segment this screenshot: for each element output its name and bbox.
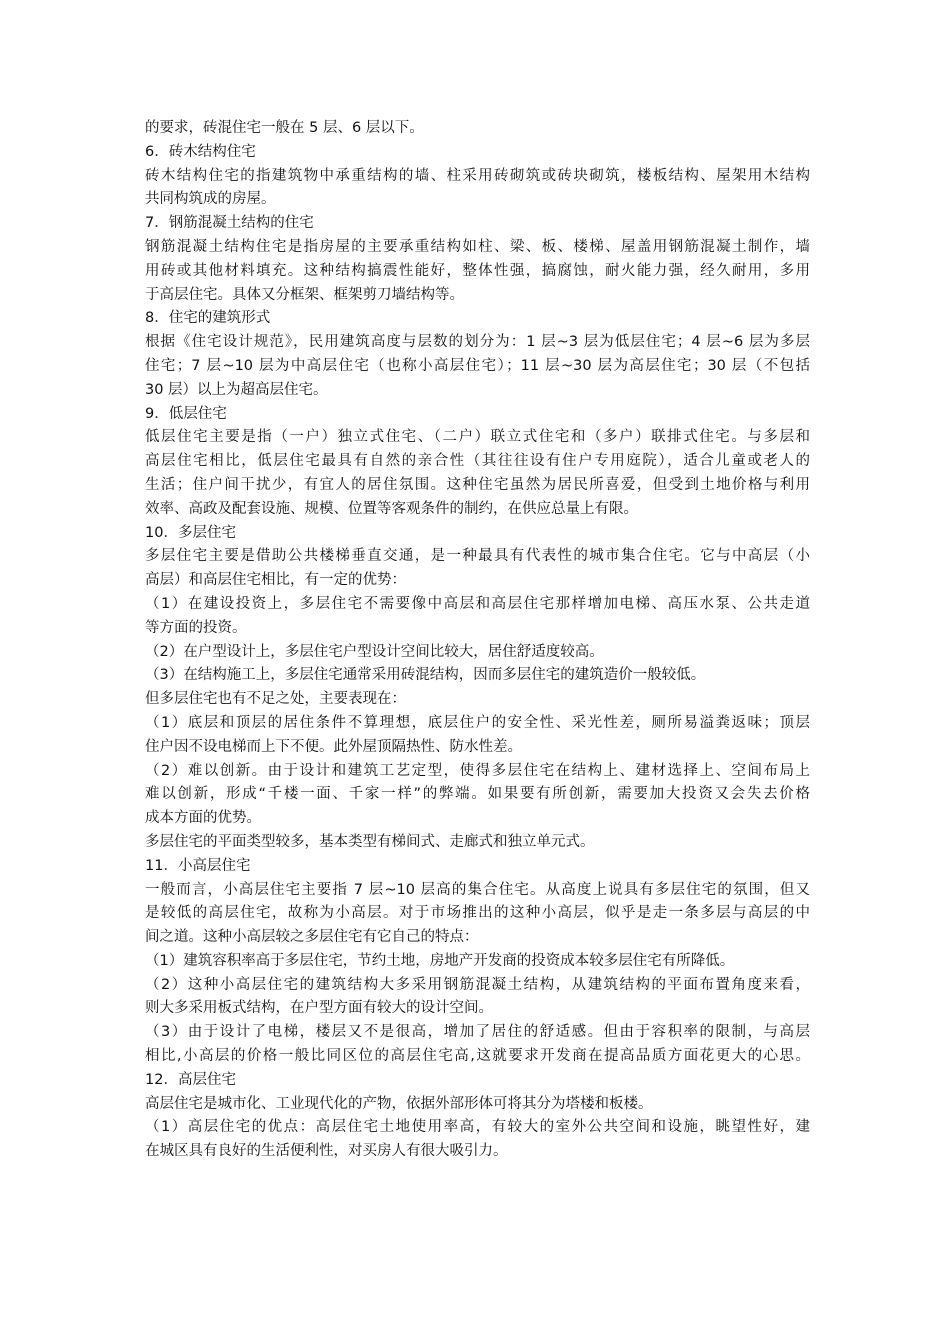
text-line: （2）难以创新。由于设计和建筑工艺定型，使得多层住宅在结构上、建材选择上、空间布局上 <box>145 762 810 779</box>
text-line: 共同构筑成的房屋。 <box>145 191 276 208</box>
text-line: （3）在结构施工上，多层住宅通常采用砖混结构，因而多层住宅的建筑造价一般较低。 <box>145 667 706 684</box>
text-line: （1）高层住宅的优点：高层住宅土地使用率高，有较大的室外公共空间和设施，眺望性好，建 <box>145 1119 810 1136</box>
text-line: 相比,小高层的价格一般比同区位的高层住宅高,这就要求开发商在提高品质方面花更大的心思。 <box>145 1048 810 1065</box>
text-line: 住宅；7 层~10 层为中高层住宅（也称小高层住宅）；11 层~30 层为高层住宅；30 层（不包括 <box>145 357 810 374</box>
text-line: （2）这种小高层住宅的建筑结构大多采用钢筋混凝土结构，从建筑结构的平面布置角度来看， <box>145 976 810 993</box>
text-line: 成本方面的优势。 <box>145 810 261 827</box>
text-line: 高层住宅是城市化、工业现代化的产物，依据外部形体可将其分为塔楼和板楼。 <box>145 1095 653 1112</box>
text-line: 在城区具有良好的生活便利性，对买房人有很大吸引力。 <box>145 1143 508 1160</box>
text-line: 7．钢筋混凝土结构的住宅 <box>145 215 314 232</box>
text-line: （2）在户型设计上，多层住宅户型设计空间比较大，居住舒适度较高。 <box>145 643 604 660</box>
text-line: 是较低的高层住宅，故称为小高层。对于市场推出的这种小高层，似乎是走一条多层与高层的中 <box>145 905 810 922</box>
text-line: 的要求，砖混住宅一般在 5 层、6 层以下。 <box>145 120 424 136</box>
text-line: 则大多采用板式结构，在户型方面有较大的设计空间。 <box>145 1000 493 1017</box>
text-line: 10．多层住宅 <box>145 524 236 541</box>
text-line: 30 层）以上为超高层住宅。 <box>145 381 328 398</box>
text-line: 多层住宅主要是借助公共楼梯垂直交通，是一种最具有代表性的城市集合住宅。它与中高层（小 <box>145 548 810 565</box>
text-line: 钢筋混凝土结构住宅是指房屋的主要承重结构如柱、梁、板、楼梯、屋盖用钢筋混凝土制作，墙 <box>145 238 810 255</box>
text-line: 12．高层住宅 <box>145 1071 236 1088</box>
text-line: 生活；住户间干扰少，有宜人的居住氛围。这种住宅虽然为居民所喜爱，但受到土地价格与利用 <box>145 476 810 493</box>
text-line: 根据《住宅设计规范》，民用建筑高度与层数的划分为：1 层~3 层为低层住宅；4 层~6 层为多层 <box>145 334 810 351</box>
text-line: 但多层住宅也有不足之处，主要表现在： <box>145 691 406 708</box>
text-line: 于高层住宅。具体又分框架、框架剪刀墙结构等。 <box>145 286 464 303</box>
text-line: 间之道。这种小高层较之多层住宅有它自己的特点： <box>145 929 479 946</box>
text-line: （3）由于设计了电梯，楼层又不是很高，增加了居住的舒适感。但由于容积率的限制，与高层 <box>145 1024 810 1041</box>
text-line: 11．小高层住宅 <box>145 857 251 874</box>
text-line: 一般而言，小高层住宅主要指 7 层~10 层高的集合住宅。从高度上说具有多层住宅的氛围，但又 <box>145 881 810 898</box>
text-line: 住户因不设电梯而上下不便。此外屋顶隔热性、防水性差。 <box>145 738 522 755</box>
text-line: 8．住宅的建筑形式 <box>145 310 271 327</box>
text-line: 等方面的投资。 <box>145 619 247 636</box>
text-line: 砖木结构住宅的指建筑物中承重结构的墙、柱采用砖砌筑或砖块砌筑，楼板结构、屋架用木结构 <box>145 167 810 184</box>
text-line: （1）底层和顶层的居住条件不算理想，底层住户的安全性、采光性差，厕所易溢粪返味；顶层 <box>145 714 810 731</box>
text-line: 效率、高政及配套设施、规模、位置等客观条件的制约，在供应总量上有限。 <box>145 500 638 517</box>
text-line: 用砖或其他材料填充。这种结构搞震性能好，整体性强，搞腐蚀，耐火能力强，经久耐用，多用 <box>145 262 810 279</box>
text-line: （1）建筑容积率高于多层住宅，节约土地，房地产开发商的投资成本较多层住宅有所降低。 <box>145 952 735 969</box>
text-line: 多层住宅的平面类型较多，基本类型有梯间式、走廊式和独立单元式。 <box>145 833 595 850</box>
text-line: 9．低层住宅 <box>145 405 227 422</box>
text-line: （1）在建设投资上，多层住宅不需要像中高层和高层住宅那样增加电梯、高压水泵、公共走道 <box>145 595 810 612</box>
text-line: 高层住宅相比，低层住宅最具有自然的亲合性（其往往设有住户专用庭院），适合儿童或老人的 <box>145 453 810 470</box>
document-body <box>145 117 810 1164</box>
text-line: 低层住宅主要是指（一户）独立式住宅、（二户）联立式住宅和（多户）联排式住宅。与多层和 <box>145 429 810 446</box>
text-line: 难以创新，形成“千楼一面、千家一样”的弊端。如果要有所创新，需要加大投资又会失去价格 <box>145 786 810 803</box>
text-line: 6．砖木结构住宅 <box>145 143 256 160</box>
text-line: 高层）和高层住宅相比，有一定的优势： <box>145 572 406 589</box>
